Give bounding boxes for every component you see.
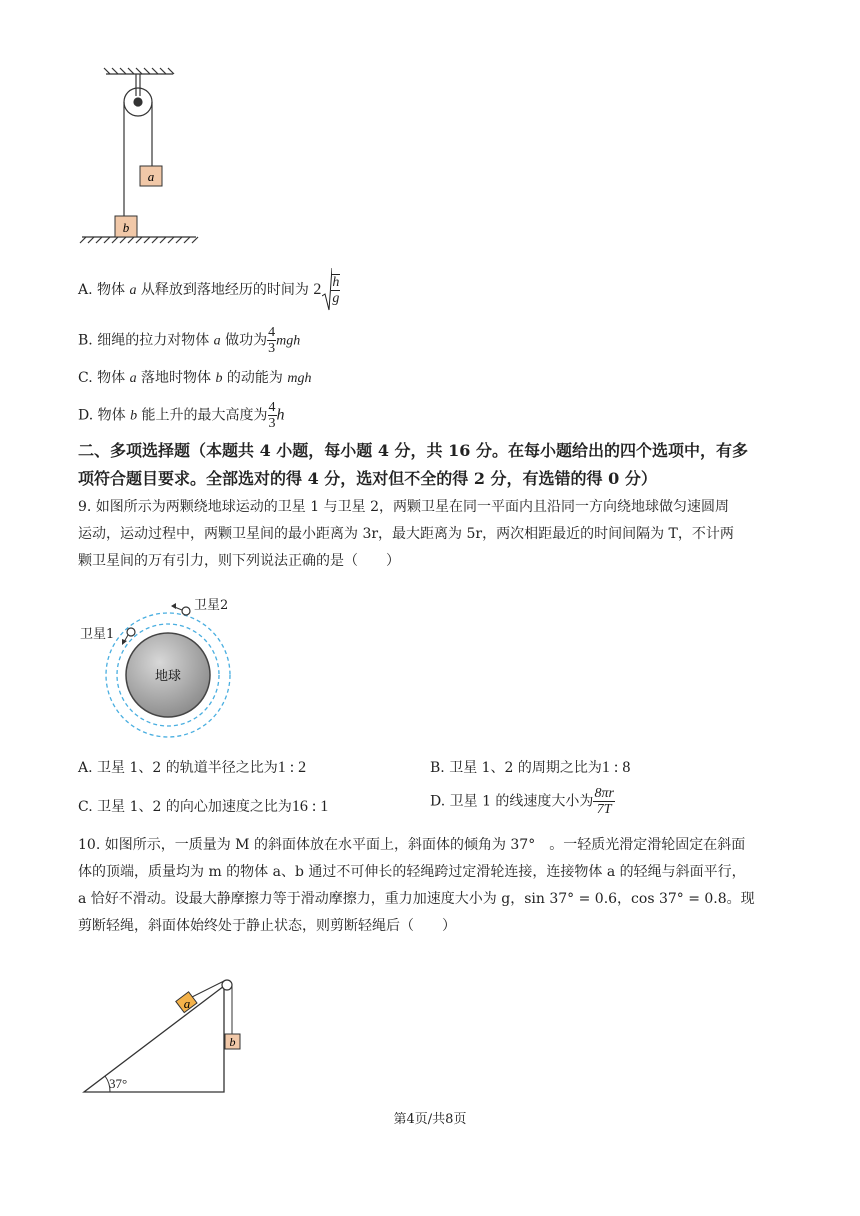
q8-b-after: mgh <box>276 333 301 349</box>
q8-b-prefix: B. 细绳的拉力对物体 <box>78 332 214 349</box>
q8-option-c <box>78 368 312 389</box>
q9-d-fraction: $\frac{8\pi r}{7T}$ <box>594 786 614 817</box>
q8-d-fraction: $\frac{4}{3}$ <box>268 400 276 431</box>
q10-line4: 剪断轻绳，斜面体始终处于静止状态，则剪断轻绳后（ ） <box>78 918 456 934</box>
q8-c-text: 的动能为 <box>222 370 288 386</box>
q8-d-text: 能上升的最大高度为 <box>137 407 268 424</box>
page-footer: 第4页/共8页 <box>393 1112 467 1127</box>
q8-c-prefix: C. 物体 <box>78 370 130 386</box>
q9-b-math: 1 : 8 <box>601 759 631 776</box>
q9-line2: 运动，运动过程中，两颗卫星间的最小距离为 3r，最大距离为 5r，两次相距最近的时间间隔为 T，不计两 <box>78 526 734 542</box>
section-heading <box>78 437 788 493</box>
q8-a-text: 从释放到落地经历的时间为 <box>136 282 309 298</box>
block-a-label: a <box>147 169 155 184</box>
q8-d-var: b <box>130 408 138 424</box>
q9-option-d <box>430 786 615 817</box>
q8-b-text: 做功为 <box>220 332 268 349</box>
block-a-label: a <box>183 996 191 1011</box>
q9-line1: 9. 如图所示为两颗绕地球运动的卫星 1 与卫星 2，两颗卫星在同一平面内且沿同一方向绕地球做匀速圆周 <box>78 499 729 515</box>
q9-option-b <box>430 758 630 778</box>
earth-label: 地球 <box>154 669 182 684</box>
q8-c-after: mgh <box>287 371 312 386</box>
q8-a-prefix: A. 物体 <box>78 282 130 298</box>
q8-d-prefix: D. 物体 <box>78 407 131 424</box>
section-heading-line2: 项符合题目要求。全部选对的得 4 分，选对但不全的得 2 分，有选错的得 0 分） <box>78 469 657 488</box>
q8-c-mid: 落地时物体 <box>136 370 216 386</box>
q8-c-var2: b <box>215 371 223 386</box>
q8-b-fraction: $\frac{4}{3}$ <box>268 325 276 356</box>
q8-option-b <box>78 325 300 356</box>
q9-c-math: 16 : 1 <box>291 798 329 815</box>
q9-b-text: B. 卫星 1、2 的周期之比为 <box>430 760 602 776</box>
q9-option-a <box>78 758 306 778</box>
q9-stem <box>78 494 786 575</box>
satellite-2-icon <box>182 607 190 615</box>
satellite-figure <box>78 594 248 744</box>
angle-label: 37° <box>109 1076 128 1091</box>
q8-c-var: a <box>129 371 137 386</box>
q9-c-text: C. 卫星 1、2 的向心加速度之比为 <box>78 799 292 815</box>
q9-line3: 颗卫星间的万有引力，则下列说法正确的是（ ） <box>78 553 400 569</box>
block-b-label: b <box>229 1035 236 1049</box>
block-b-label: b <box>122 220 130 235</box>
q8-option-a <box>78 268 340 312</box>
q8-a-fraction: $\frac{h}{g}$ <box>332 275 340 306</box>
q8-b-var: a <box>213 333 221 349</box>
q8-option-d <box>78 400 285 431</box>
incline-figure <box>80 970 250 1096</box>
q9-d-text: D. 卫星 1 的线速度大小为 <box>430 793 594 810</box>
pulley-figure <box>78 66 208 246</box>
q9-option-c <box>78 797 328 817</box>
q9-a-math: 1 : 2 <box>277 759 307 776</box>
q8-d-after: h <box>276 406 285 424</box>
section-heading-line1: 二、多项选择题（本题共 4 小题，每小题 4 分，共 16 分。在每小题给出的四个选项中，有多 <box>78 441 748 460</box>
q10-stem <box>78 832 786 940</box>
q8-a-coef: 2 <box>313 281 322 298</box>
q9-a-text: A. 卫星 1、2 的轨道半径之比为 <box>78 760 278 776</box>
q10-line2: 体的顶端，质量均为 m 的物体 a、b 通过不可伸长的轻绳跨过定滑轮连接，连接物体 a 的轻绳与斜面平行， <box>78 864 746 880</box>
q10-line3: a 恰好不滑动。设最大静摩擦力等于滑动摩擦力，重力加速度大小为 g，sin 37° = 0.6，cos 37° = 0.8。现 <box>78 891 755 907</box>
q8-a-var: a <box>129 283 137 298</box>
satellite-1-icon <box>127 628 135 636</box>
satellite-1-label: 卫星1 <box>80 627 115 642</box>
q10-line1: 10. 如图所示，一质量为 M 的斜面体放在水平面上，斜面体的倾角为 37° 。一轻质光滑定滑轮固定在斜面 <box>78 837 746 853</box>
satellite-2-label: 卫星2 <box>194 598 229 613</box>
